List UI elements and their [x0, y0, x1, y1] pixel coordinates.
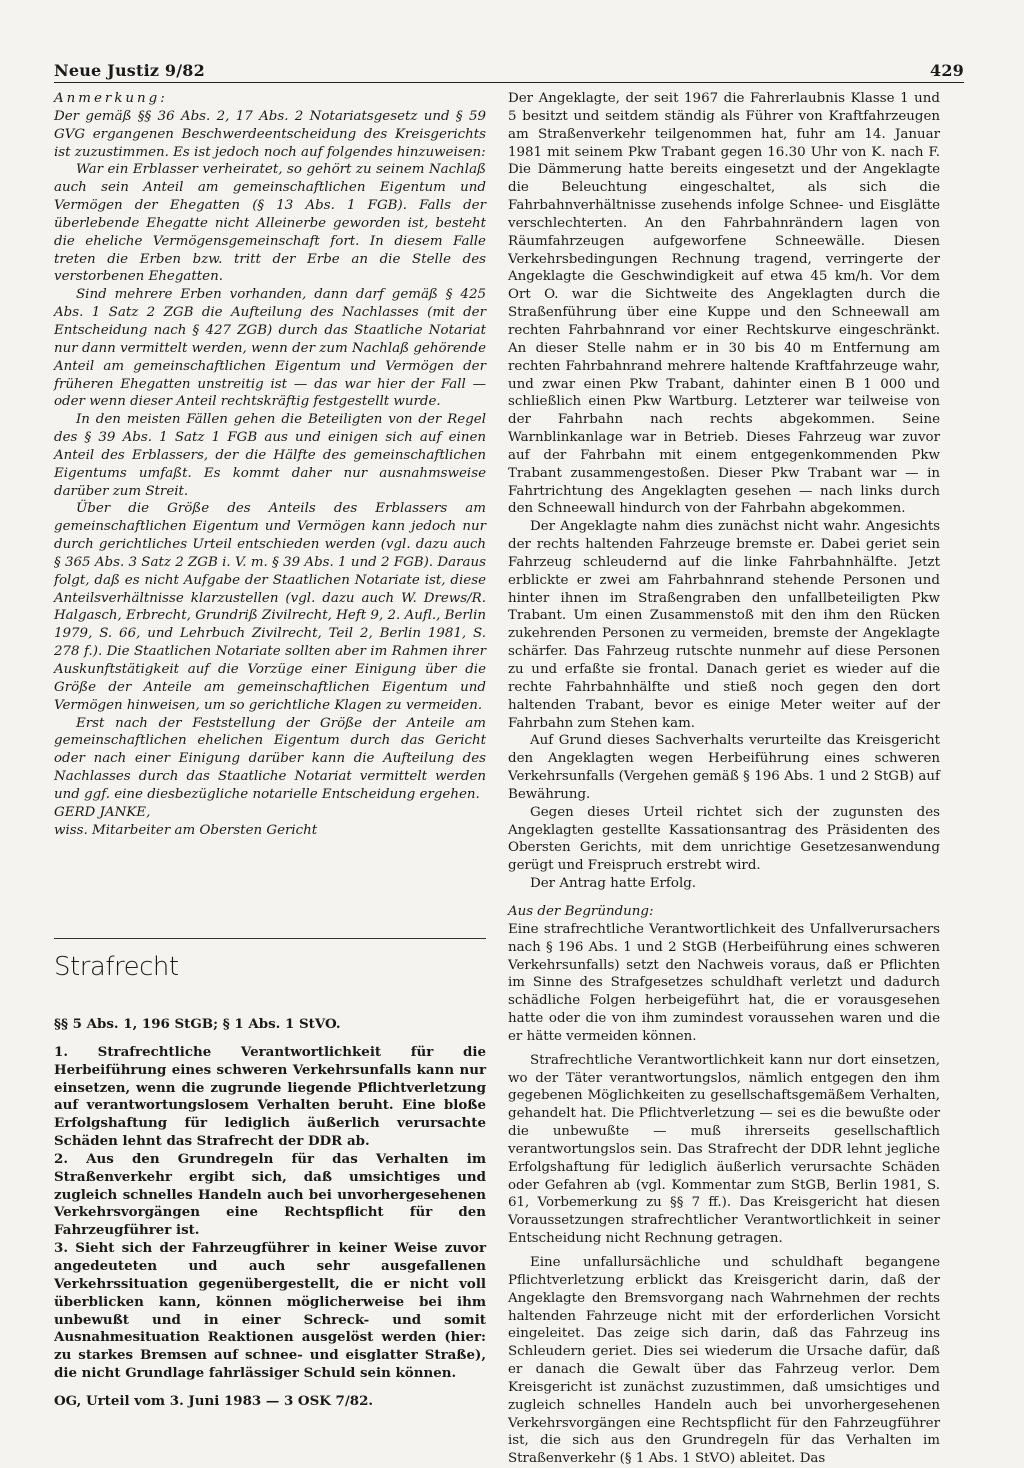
annotation-paragraph: Über die Größe des Anteils des Erblassers am gemeinschaftlichen Eigentum und Vermögen kann jedoch nur durch gerichtliches Urteil entschieden werden (vgl. dazu auch § 365 Abs. 3 Satz 2 ZGB i. V. m. § 39 Abs. 1 und 2 FGB). Daraus folgt, daß es nicht Aufgabe der Staatlichen Notariate ist, diese Anteilsverhältnisse klarzustellen (vgl. dazu auch W. Drews/R. Halgasch, Erbrecht, Grundriß Zivilrecht, Heft 9, 2. Aufl., Berlin 1979, S. 66, und Lehrbuch Zivilrecht, Teil 2, Berlin 1981, S. 278 f.). Die Staatlichen Notariate sollten aber im Rahmen ihrer Auskunftstätigkeit auf die Vorzüge einer Einigung über die Größe der Anteile am gemeinschaftlichen Eigentum und Vermögen hinweisen, um so gerichtliche Klagen zu vermeiden.: [54, 501, 486, 713]
author-title: wiss. Mitarbeiter am Obersten Gericht: [54, 822, 318, 838]
annotation-heading: Anmerkung:: [54, 91, 168, 106]
section-divider: [54, 938, 486, 939]
annotation-paragraph: War ein Erblasser verheiratet, so gehört zu seinem Nachlaß auch sein Anteil am gemeinschaftlichen Eigentum und Vermögen der Ehegatten (§ 13 Abs. 1 FGB). Falls der überlebende Ehegatte nicht Alleinerbe geworden ist, besteht die eheliche Vermögensgemeinschaft fort. In diesem Falle treten die Erben bzw. tritt der Erbe an die Stelle des verstorbenen Ehegatten.: [54, 162, 486, 285]
annotation-paragraph: In den meisten Fällen gehen die Beteiligten von der Regel des § 39 Abs. 1 Satz 1 FGB aus und einigen sich auf einen Anteil des Erblassers, der die Hälfte des gemeinschaftlichen Eigentums umfaßt. Es kommt daher nur ausnahmsweise darüber zum Streit.: [54, 412, 486, 499]
page-number: 429: [930, 61, 964, 80]
reasons-paragraph: Eine strafrechtliche Verantwortlichkeit des Unfallverursachers nach § 196 Abs. 1 und 2 StGB (Herbeiführung eines schweren Verkehrsunfalls) setzt den Nachweis voraus, daß er Pflichten im Sinne des Strafgesetzes schuldhaft verletzt und dadurch schädliche Folgen herbeigeführt hat, die er vorausgesehen hatte oder die von ihm zumindest voraussehen waren und die er hätte vermeiden können.: [508, 921, 940, 1044]
headnote: 2. Aus den Grundregeln für das Verhalten im Straßenverkehr ergibt sich, daß umsichtiges und zugleich schnelles Handeln auch bei unvorhergesehenen Verkehrsvorgängen eine Rechtspflicht für den Fahrzeugführer ist.: [54, 1150, 486, 1239]
annotation-paragraph: Der gemäß §§ 36 Abs. 2, 17 Abs. 2 Notariatsgesetz und § 59 GVG ergangenen Beschwerdeentscheidung des Kreisgerichts ist zuzustimmen. Es ist jedoch noch auf folgendes hinzuweisen:: [54, 108, 486, 160]
annotation-paragraph: Erst nach der Feststellung der Größe der Anteile am gemeinschaftlichen ehelichen Eigentum durch das Gericht oder nach einer Einigung darüber kann die Aufteilung des Nachlasses durch das Staatliche Notariat vermittelt werden und ggf. eine diesbezügliche notarielle Entscheidung ergehen.: [54, 715, 486, 802]
facts-paragraph: Der Antrag hatte Erfolg.: [530, 876, 697, 892]
legal-citation: §§ 5 Abs. 1, 196 StGB; § 1 Abs. 1 StVO.: [54, 1016, 341, 1032]
headnotes-column: [54, 1016, 486, 1411]
headnote: 3. Sieht sich der Fahrzeugführer in keiner Weise zuvor angedeuteten und auch sehr ausgefallenen Verkehrssituation gegenübergestellt, die er nicht voll überblicken kann, können möglicherweise bei ihm unbewußt und in einer Schreck- und somit Ausnahmesituation Reaktionen ausgelöst werden (hier: zu starkes Bremsen auf schnee- und eisglatter Straße), die nicht Grundlage fahrlässiger Schuld sein können.: [54, 1240, 486, 1382]
section-title: Strafrecht: [54, 952, 179, 982]
headnote: 1. Strafrechtliche Verantwortlichkeit für die Herbeiführung eines schweren Verkehrsunfalls kann nur einsetzen, wenn die zugrunde liegende Pflichtverletzung auf verantwortungslosem Verhalten beruht. Eine bloße Erfolgshaftung für lediglich äußerlich verursachte Schäden lehnt das Strafrecht der DDR ab.: [54, 1043, 486, 1150]
annotation-column: [54, 90, 486, 839]
reasons-paragraph: Strafrechtliche Verantwortlichkeit kann nur dort einsetzen, wo der Täter verantwortungslos, nämlich entgegen den ihm gegebenen Möglichkeiten zu gesellschaftsgemäßem Verhalten, gehandelt hat. Die Pflichtverletzung — sei es die bewußte oder die unbewußte — muß ihrerseits gesellschaftlich verantwortungslos sein. Das Strafrecht der DDR lehnt jegliche Erfolgshaftung für lediglich äußerlich verursachte Schäden oder Gefahren ab (vgl. Kommentar zum StGB, Berlin 1981, S. 61, Vorbemerkung zu §§ 7 ff.). Das Kreisgericht hat diesen Voraussetzungen strafrechtlicher Verantwortlichkeit in seiner Entscheidung nicht Rechnung getragen.: [508, 1052, 940, 1247]
author-name: GERD JANKE,: [54, 804, 151, 820]
facts-paragraph: Der Angeklagte nahm dies zunächst nicht wahr. Angesichts der rechts haltenden Fahrzeuge bremste er. Dabei geriet sein Fahrzeug schleudernd auf die linke Fahrbahnhälfte. Jetzt erblickte er zwei am Fahrbahnrand stehende Personen und hinter ihnen im Straßengraben den unfallbeteiligten Pkw Trabant. Um einen Zusammenstoß mit den ihm den Rücken zukehrenden Personen zu vermeiden, bremste der Angeklagte schärfer. Das Fahrzeug rutschte nunmehr auf diese Personen zu und erfaßte sie frontal. Danach geriet es wieder auf die rechte Fahrbahnhälfte und stieß noch gegen den dort haltenden Trabant, bevor es einige Meter weiter auf der Fahrbahn zum Stehen kam.: [508, 519, 940, 731]
reasons-heading: Aus der Begründung:: [508, 903, 654, 919]
facts-paragraph: Gegen dieses Urteil richtet sich der zugunsten des Angeklagten gestellte Kassationsantrag des Präsidenten des Obersten Gerichts, mit dem unrichtige Gesetzesanwendung gerügt und Freispruch erstrebt wird.: [508, 804, 940, 874]
decision-reference: OG, Urteil vom 3. Juni 1983 — 3 OSK 7/82.: [54, 1392, 374, 1409]
journal-title: Neue Justiz 9/82: [54, 61, 205, 80]
facts-paragraph: Der Angeklagte, der seit 1967 die Fahrerlaubnis Klasse 1 und 5 besitzt und seitdem ständig als Führer von Kraftfahrzeugen am Straßenverkehr teilgenommen hat, fuhr am 14. Januar 1981 mit seinem Pkw Trabant gegen 16.30 Uhr von K. nach F. Die Dämmerung hatte bereits eingesetzt und der Angeklagte die Beleuchtung eingeschaltet, als sich die Fahrbahnverhältnisse zusehends infolge Schnee- und Eisglätte verschlechterten. An den Fahrbahnrändern lagen von Räumfahrzeugen aufgeworfene Schneewälle. Diesen Verkehrsbedingungen Rechnung tragend, verringerte der Angeklagte die Geschwindigkeit auf etwa 45 km/h. Vor dem Ort O. war die Sichtweite des Angeklagten durch die Straßenführung über eine Kuppe und den Schneewall am rechten Fahrbahnrand vor einer Rechtskurve eingeschränkt. An dieser Stelle nahm er in 30 bis 40 m Entfernung am rechten Fahrbahnrand mehrere haltende Kraftfahrzeuge wahr, und zwar einen Pkw Trabant, dahinter einen B 1 000 und schließlich einen Pkw Wartburg. Letzterer war teilweise von der Fahrbahn nach rechts abgekommen. Seine Warnblinkanlage war in Betrieb. Dieses Fahrzeug war zuvor auf der Fahrbahn mit einem entgegenkommenden Pkw Trabant zusammengestoßen. Dieser Pkw Trabant war — in Fahrtrichtung des Angeklagten gesehen — nach links durch den Schneewall hindurch von der Fahrbahn abgekommen.: [508, 91, 940, 517]
facts-paragraph: Auf Grund dieses Sachverhalts verurteilte das Kreisgericht den Angeklagten wegen Herbeiführung eines schweren Verkehrsunfalls (Vergehen gemäß § 196 Abs. 1 und 2 StGB) auf Bewährung.: [508, 733, 940, 802]
case-column: [508, 90, 940, 1468]
annotation-paragraph: Sind mehrere Erben vorhanden, dann darf gemäß § 425 Abs. 1 Satz 2 ZGB die Aufteilung des Nachlasses (mit der Entscheidung nach § 427 ZGB) durch das Staatliche Notariat nur dann vermittelt werden, wenn der zum Nachlaß gehörende Anteil am gemeinschaftlichen Eigentum und Vermögen der früheren Ehegatten unstreitig ist — das war hier der Fall — oder wenn dieser Anteil rechtskräftig festgestellt wurde.: [54, 287, 486, 410]
reasons-paragraph: Eine unfallursächliche und schuldhaft begangene Pflichtverletzung erblickt das Kreisgericht darin, daß der Angeklagte den Bremsvorgang nach Wahrnehmen der rechts haltenden Fahrzeuge nicht mit der erforderlichen Vorsicht eingeleitet. Das zeige sich darin, daß das Fahrzeug ins Schleudern geriet. Dies sei wiederum die Ursache dafür, daß er danach die Gewalt über das Fahrzeug verlor. Dem Kreisgericht ist zunächst zuzustimmen, daß umsichtiges und zugleich schnelles Handeln auch bei unvorhergesehenen Verkehrsvorgängen eine Rechtspflicht für den Fahrzeugführer ist, die sich aus den Grundregeln für das Verhalten im Straßenverkehr (§ 1 Abs. 1 StVO) ableitet. Das: [508, 1255, 940, 1467]
page-header: [54, 58, 964, 83]
